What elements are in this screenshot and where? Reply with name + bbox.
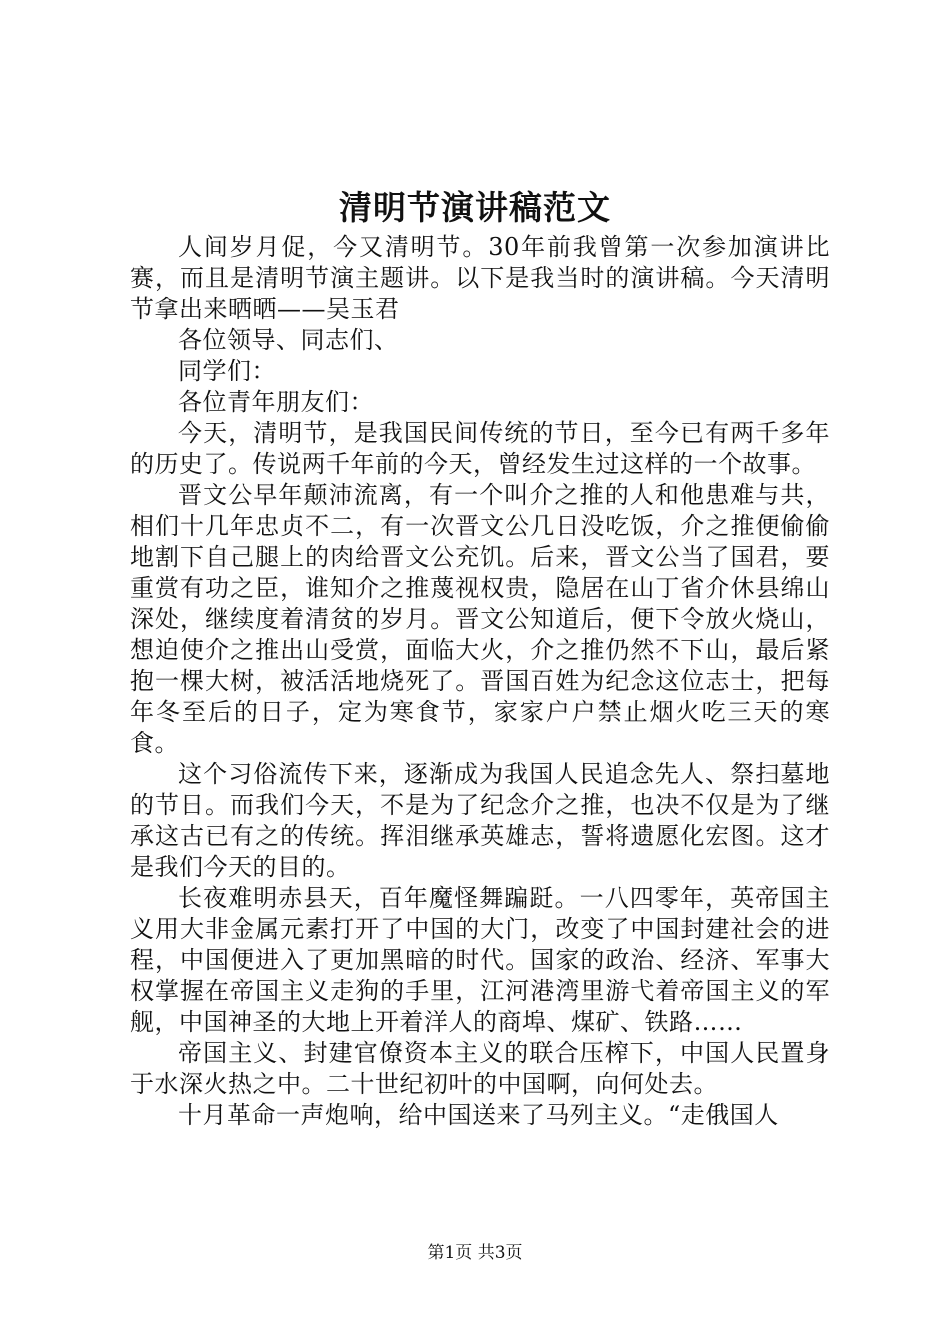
paragraph-opening: 今天，清明节，是我国民间传统的节日，至今已有两千多年的历史了。传说两千年前的今天，曾经发生过这样的一个故事。 (130, 419, 830, 478)
paragraph-story: 晋文公早年颠沛流离，有一个叫介之推的人和他患难与共，相们十几年忠贞不二，有一次晋文公几日没吃饭，介之推便偷偷地割下自己腿上的肉给晋文公充饥。后来，晋文公当了国君，要重赏有功之臣，谁知介之推蔑视权贵，隐居在山丁省介休县绵山深处，继续度着清贫的岁月。晋文公知道后，便下令放火烧山，想迫使介之推出山受赏，面临大火，介之推仍然不下山，最后紧抱一棵大树，被活活地烧死了。晋国百姓为纪念这位志士，把每年冬至后的日子，定为寒食节，家家户户禁止烟火吃三天的寒食。 (130, 481, 830, 757)
paragraph-intro: 人间岁月促，今又清明节。30年前我曾第一次参加演讲比赛，而且是清明节演主题讲。以下是我当时的演讲稿。今天清明节拿出来晒晒——吴玉君 (130, 233, 830, 323)
paragraph-salutation-students: 同学们： (178, 357, 276, 385)
paragraph-history: 长夜难明赤县天，百年魔怪舞蹁跹。一八四零年，英帝国主义用大非金属元素打开了中国的大门，改变了中国封建社会的进程，中国便进入了更加黑暗的时代。国家的政治、经济、军事大权掌握在帝国主义走狗的手里，江河港湾里游弋着帝国主义的军舰，中国神圣的大地上开着洋人的商埠、煤矿、铁路…… (130, 884, 830, 1036)
paragraph-oppression: 帝国主义、封建官僚资本主义的联合压榨下，中国人民置身于水深火热之中。二十世纪初叶的中国啊，向何处去。 (130, 1039, 830, 1098)
document-title: 清明节演讲稿范文 (339, 188, 611, 227)
paragraph-custom: 这个习俗流传下来，逐渐成为我国人民追念先人、祭扫墓地的节日。而我们今天，不是为了纪念介之推，也决不仅是为了继承这古已有之的传统。挥泪继承英雄志，誓将遗愿化宏图。这才是我们今天的目的。 (130, 760, 830, 881)
paragraph-salutation-leaders: 各位领导、同志们、 (178, 326, 399, 354)
page-footer: 第1页 共3页 (427, 1243, 523, 1263)
paragraph-salutation-youth: 各位青年朋友们： (178, 388, 374, 416)
document-body (130, 232, 830, 1131)
paragraph-revolution: 十月革命一声炮响，给中国送来了马列主义。“走俄国人 (178, 1101, 779, 1129)
